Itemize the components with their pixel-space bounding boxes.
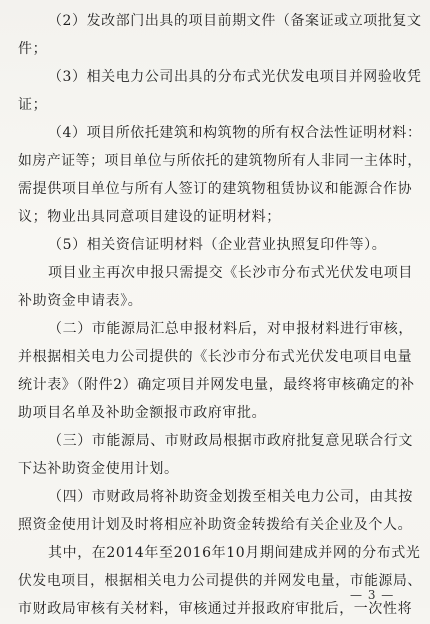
- text-line: 需提供项目单位与所有人签订的建筑物租赁协议和能源合作协: [18, 181, 413, 197]
- text-line: 助项目名单及补助金额报市政府审批。: [18, 405, 267, 421]
- text-line: （3）相关电力公司出具的分布式光伏发电项目并网验收凭: [48, 69, 422, 85]
- text-line: 并根据相关电力公司提供的《长沙市分布式光伏发电项目电量: [18, 349, 413, 365]
- text-line: （4）项目所依托建筑和构筑物的所有权合法性证明材料：: [48, 125, 422, 141]
- text-line: （2）发改部门出具的项目前期文件（备案证或立项批复文: [48, 13, 422, 29]
- text-line: 统计表》（附件2）确定项目并网发电量，最终将审核确定的补: [18, 377, 415, 393]
- text-line: （5）相关资信证明材料（企业营业执照复印件等）。: [48, 237, 387, 253]
- text-line: 证；: [18, 97, 48, 113]
- text-line: 议；物业出具同意项目建设的证明材料；: [18, 209, 281, 225]
- text-line: 其中，在2014年至2016年10月期间建成并网的分布式光: [48, 545, 421, 561]
- page-number: — 3 —: [350, 588, 395, 602]
- text-line: 件；: [18, 41, 48, 57]
- text-line: （三）市能源局、市财政局根据市政府批复意见联合行文: [48, 433, 413, 449]
- text-line: 伏发电项目，根据相关电力公司提供的并网发电量，市能源局、: [18, 573, 422, 589]
- text-line: 补助资金申请表》。: [18, 293, 143, 309]
- text-line: 市财政局审核有关材料，审核通过并报政府审批后，一次性将: [18, 601, 413, 617]
- text-line: 下达补助资金使用计划。: [18, 461, 179, 477]
- text-line: （二）市能源局汇总申报材料后，对申报材料进行审核，: [48, 321, 413, 337]
- text-line: （四）市财政局将补助资金划拨至相关电力公司，由其按: [48, 489, 413, 505]
- text-line: 如房产证等；项目单位与所依托的建筑物所有人非同一主体时，: [18, 153, 422, 169]
- text-line: 项目业主再次申报只需提交《长沙市分布式光伏发电项目: [48, 265, 413, 281]
- text-line: 照资金使用计划及时将相应补助资金转拨给有关企业及个人。: [18, 517, 413, 533]
